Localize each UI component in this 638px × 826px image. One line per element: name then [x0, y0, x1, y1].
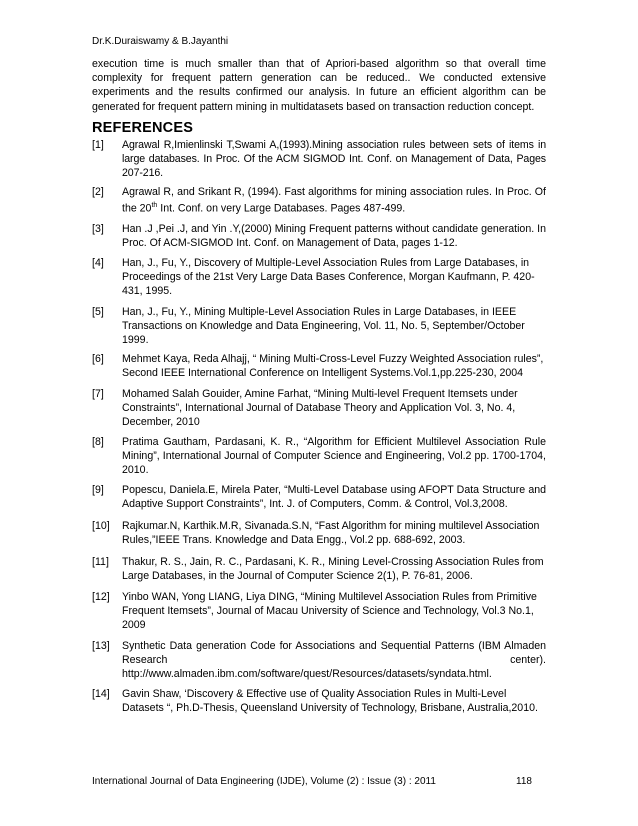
- reference-9: [92, 483, 546, 511]
- reference-text: Synthetic Data generation Code for Associations and Sequential Patterns (IBM Almaden Research center). http://www.almaden.ibm.com/software/quest/Resources/datasets/syndata.html.: [122, 640, 546, 681]
- reference-text: Agrawal R,Imienlinski T,Swami A,(1993).Mining association rules between sets of items in large databases. In Proc. Of the ACM SIGMOD Int. Conf. on Management of Data, Pages 207-216.: [122, 139, 546, 180]
- reference-10: [92, 519, 546, 547]
- reference-number: [2]: [92, 186, 104, 198]
- reference-text: Thakur, R. S., Jain, R. C., Pardasani, K. R., Mining Level-Crossing Association Rules from Large Databases, in the Journal of Computer Science 2(1), P. 76-81, 2006.: [122, 556, 544, 583]
- page-number: 118: [516, 776, 532, 787]
- reference-8: [92, 435, 546, 478]
- reference-number: [7]: [92, 388, 104, 400]
- reference-text: Han .J ,Pei .J, and Yin .Y,(2000) Mining Frequent patterns without candidate generation. In Proc. Of ACM-SIGMOD Int. Conf. on Management of Data, pages 1-12.: [122, 223, 546, 250]
- reference-text: Popescu, Daniela.E, Mirela Pater, “Multi-Level Database using AFOPT Data Structure and Adaptive Support Constraints”, Int. J. of Computers, Comm. & Control, Vol.3,2008.: [122, 484, 546, 511]
- footer-journal-citation: International Journal of Data Engineering (IJDE), Volume (2) : Issue (3) : 2011: [92, 776, 436, 787]
- reference-number: [12]: [92, 591, 110, 603]
- reference-number: [1]: [92, 139, 104, 151]
- running-header-authors: Dr.K.Duraiswamy & B.Jayanthi: [92, 36, 229, 47]
- reference-14: [92, 687, 546, 715]
- reference-11: [92, 555, 546, 583]
- reference-number: [4]: [92, 257, 104, 269]
- reference-13: [92, 639, 546, 682]
- references-heading: REFERENCES: [92, 120, 194, 136]
- reference-text: Yinbo WAN, Yong LIANG, Liya DING, “Mining Multilevel Association Rules from Primitive Frequent Itemsets”, Journal of Macau University of Science and Technology, Vol.3 No.1, 2009: [122, 591, 537, 632]
- reference-number: [5]: [92, 306, 104, 318]
- reference-number: [8]: [92, 436, 104, 448]
- reference-text: [122, 185, 546, 216]
- reference-text: Gavin Shaw, ‘Discovery & Effective use of Quality Association Rules in Multi-Level Datasets “, Ph.D-Thesis, Queensland University of Technology, Brisbane, Australia,2010.: [122, 688, 538, 715]
- reference-5: [92, 305, 546, 348]
- reference-text-part: Int. Conf. on very Large Databases. Pages 487-499.: [157, 202, 406, 215]
- reference-1: [92, 138, 546, 181]
- reference-text: Han, J., Fu, Y., Mining Multiple-Level Association Rules in Large Databases, in IEEE Transactions on Knowledge and Data Engineering, Vol. 11, No. 5, September/October 1999.: [122, 306, 525, 347]
- reference-7: [92, 387, 546, 430]
- reference-text: Pratima Gautham, Pardasani, K. R., “Algorithm for Efficient Multilevel Association Rule Mining”, International Journal of Computer Science and Engineering, Vol.2 pp. 1700-1704, 2010.: [122, 436, 546, 477]
- reference-number: [6]: [92, 353, 104, 365]
- reference-text-part: Agrawal R, and Srikant R, (1994). Fast algorithms for mining association rules. In Proc. Of the 20: [122, 186, 546, 215]
- conclusion-paragraph: execution time is much smaller than that of Apriori-based algorithm so that overall time complexity for frequent pattern generation can be reduced.. We conducted extensive experiments and the results confirmed our analysis. In future an efficient algorithm can be generated for frequent pattern mining in multidatasets based on transaction reduction concept.: [92, 58, 546, 113]
- reference-2: [92, 185, 546, 216]
- reference-number: [10]: [92, 520, 110, 532]
- reference-4: [92, 256, 546, 299]
- reference-number: [13]: [92, 640, 110, 652]
- reference-text: Mehmet Kaya, Reda Alhajj, “ Mining Multi-Cross-Level Fuzzy Weighted Association rules”, Second IEEE International Conference on Intelligent Systems.Vol.1,pp.225-230, 2004: [122, 353, 544, 380]
- reference-3: [92, 222, 546, 250]
- ordinal-superscript: th: [151, 202, 158, 210]
- reference-number: [9]: [92, 484, 104, 496]
- reference-text: Han, J., Fu, Y., Discovery of Multiple-Level Association Rules from Large Databases, in Proceedings of the 21st Very Large Data Bases Conference, Morgan Kaufmann, P. 420-431, 1995.: [122, 257, 535, 298]
- reference-6: [92, 352, 546, 380]
- reference-text: Rajkumar.N, Karthik.M.R, Sivanada.S.N, “Fast Algorithm for mining multilevel Association Rules,”IEEE Trans. Knowledge and Data Engg., Vol.2 pp. 688-692, 2003.: [122, 520, 540, 547]
- reference-number: [14]: [92, 688, 110, 700]
- reference-12: [92, 590, 546, 633]
- reference-number: [3]: [92, 223, 104, 235]
- reference-text: Mohamed Salah Gouider, Amine Farhat, “Mining Multi-level Frequent Itemsets under Constraints”, International Journal of Database Theory and Application Vol. 3, No. 4, December, 2010: [122, 388, 518, 429]
- reference-number: [11]: [92, 556, 109, 568]
